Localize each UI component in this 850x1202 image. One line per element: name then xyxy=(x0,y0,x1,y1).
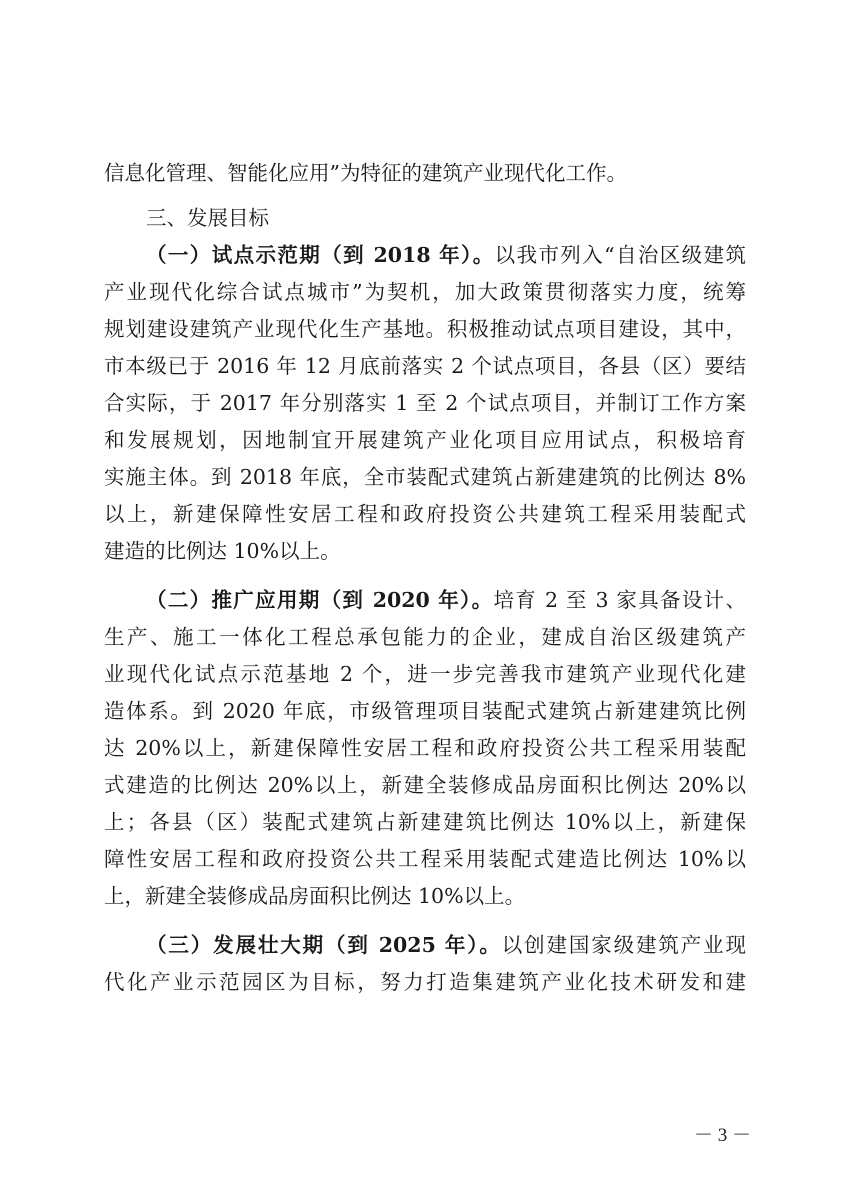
phase3-first-line-text: 以创建国家级建筑产业现 xyxy=(501,933,746,957)
phase1-line: 产业现代化综合试点城市”为契机，加大政策贯彻落实力度，统筹 xyxy=(104,280,746,304)
phase1-line: 和发展规划，因地制宜开展建筑产业化项目应用试点，积极培育 xyxy=(104,428,746,452)
phase2-title: （二）推广应用期（到 2020 年）。 xyxy=(146,588,494,612)
phase1-first-line xyxy=(146,239,746,271)
page-number: － 3 － xyxy=(694,1125,752,1146)
phase1-line: 建造的比例达 10%以上。 xyxy=(104,539,341,563)
phase3-title: （三）发展壮大期（到 2025 年）。 xyxy=(146,933,502,957)
phase2-first-line xyxy=(146,584,746,616)
phase2-line: 式建造的比例达 20%以上，新建全装修成品房面积比例达 20%以 xyxy=(104,773,746,797)
phase1-title: （一）试点示范期（到 2018 年）。 xyxy=(146,243,495,267)
paragraph-continuation: 信息化管理、智能化应用”为特征的建筑产业现代化工作。 xyxy=(104,161,627,185)
phase3-first-line xyxy=(146,929,746,961)
phase1-line: 规划建设建筑产业现代化生产基地。积极推动试点项目建设，其中， xyxy=(104,317,746,341)
phase1-line: 以上，新建保障性安居工程和政府投资公共建筑工程采用装配式 xyxy=(104,502,746,526)
phase2-line: 障性安居工程和政府投资公共工程采用装配式建造比例达 10%以 xyxy=(104,847,746,871)
phase2-line: 上；各县（区）装配式建筑占新建建筑比例达 10%以上，新建保 xyxy=(104,810,746,834)
phase3-line: 代化产业示范园区为目标，努力打造集建筑产业化技术研发和建 xyxy=(104,970,746,994)
phase2-line: 达 20%以上，新建保障性安居工程和政府投资公共工程采用装配 xyxy=(104,736,746,760)
phase1-line: 合实际，于 2017 年分别落实 1 至 2 个试点项目，并制订工作方案 xyxy=(104,391,746,415)
phase1-first-line-text: 以我市列入“自治区级建筑 xyxy=(494,243,746,267)
phase1-line: 市本级已于 2016 年 12 月底前落实 2 个试点项目，各县（区）要结 xyxy=(104,354,746,378)
phase2-line: 上，新建全装修成品房面积比例达 10%以上。 xyxy=(104,884,526,908)
phase1-line: 实施主体。到 2018 年底，全市装配式建筑占新建建筑的比例达 8% xyxy=(104,465,746,489)
phase2-line: 生产、施工一体化工程总承包能力的企业，建成自治区级建筑产 xyxy=(104,625,746,649)
phase2-first-line-text: 培育 2 至 3 家具备设计、 xyxy=(493,588,746,612)
section-heading: 三、发展目标 xyxy=(146,206,269,230)
phase2-line: 业现代化试点示范基地 2 个，进一步完善我市建筑产业现代化建 xyxy=(104,662,746,686)
phase2-line: 造体系。到 2020 年底，市级管理项目装配式建筑占新建建筑比例 xyxy=(104,699,746,723)
